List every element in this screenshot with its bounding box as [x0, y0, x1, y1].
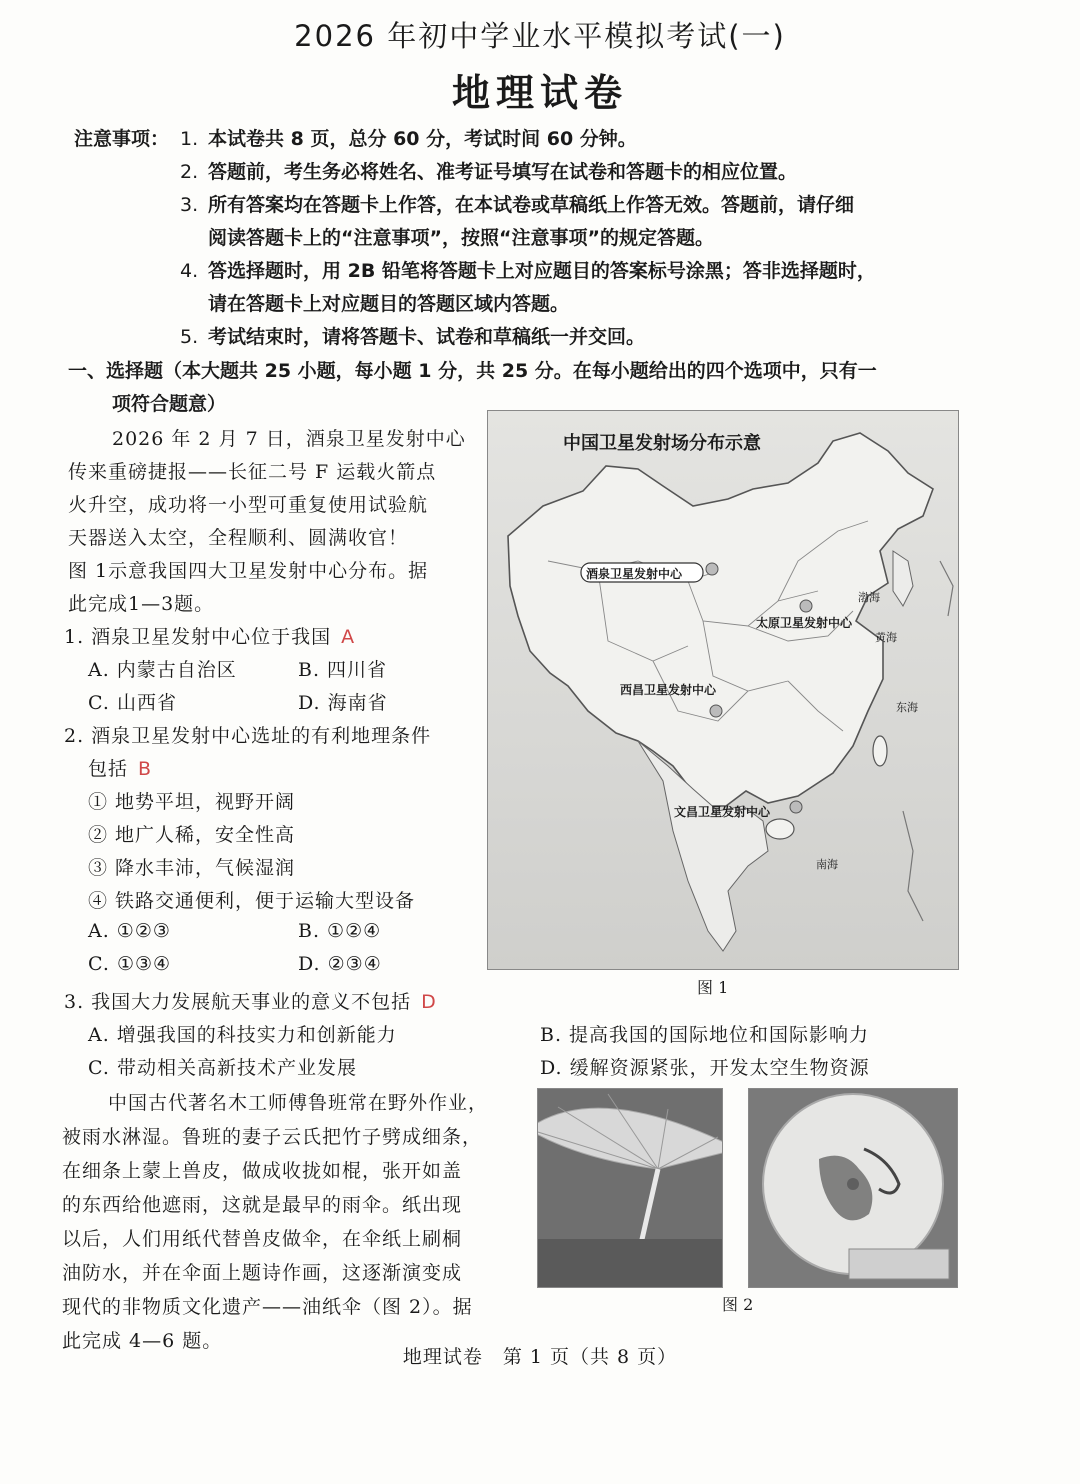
question-3-option: C. 带动相关高新技术产业发展: [88, 1057, 357, 1079]
label-xichang: 西昌卫星发射中心: [620, 683, 717, 697]
label-wenchang: 文昌卫星发射中心: [674, 805, 771, 819]
passage2-line: 中国古代著名木工师傅鲁班常在野外作业，: [108, 1092, 489, 1114]
passage2-line: 此完成 4—6 题。: [62, 1330, 223, 1352]
question-2-option: C. ①③④: [88, 953, 172, 975]
section-heading-cont: 项符合题意）: [112, 393, 227, 415]
figure-1-caption: 图 1: [697, 978, 729, 997]
handwritten-answer: D: [421, 991, 437, 1013]
passage1-line: 天器送入太空，全程顺利、圆满收官！: [68, 527, 409, 549]
notice-item-5: 5. 考试结束时，请将答题卡、试卷和草稿纸一并交回。: [180, 326, 646, 348]
label-huanghai: 黄海: [875, 631, 897, 644]
question-1-stem: 1. 酒泉卫星发射中心位于我国 A: [64, 626, 356, 648]
handwritten-answer: A: [341, 626, 356, 648]
exam-title: 2026 年初中学业水平模拟考试(一): [294, 19, 786, 53]
notice-item-1: 1. 本试卷共 8 页，总分 60 分，考试时间 60 分钟。: [180, 128, 637, 150]
question-1-option: C. 山西省: [88, 692, 177, 714]
notice-item-3-cont: 阅读答题卡上的“注意事项”，按照“注意事项”的规定答题。: [208, 227, 714, 249]
question-2-stem: 2. 酒泉卫星发射中心选址的有利地理条件: [64, 725, 432, 747]
section-heading: 一、选择题（本大题共 25 小题，每小题 1 分，共 25 分。在每小题给出的四个选项中，只有一: [68, 360, 877, 382]
question-2-condition: ① 地势平坦，视野开阔: [88, 791, 296, 813]
question-3-option: B. 提高我国的国际地位和国际影响力: [540, 1024, 870, 1046]
passage2-line: 在细条上蒙上兽皮，做成收拢如棍，张开如盖: [62, 1160, 463, 1182]
page-footer: 地理试卷 第 1 页（共 8 页）: [402, 1346, 678, 1368]
passage1-line: 图 1示意我国四大卫星发射中心分布。据: [68, 560, 429, 582]
question-2-stem-cont: 包括 B: [88, 758, 153, 780]
notice-item-4: 4. 答选择题时，用 2B 铅笔将答题卡上对应题目的答案标号涂黑；答非选择题时，: [180, 260, 876, 282]
question-2-option: B. ①②④: [298, 920, 382, 942]
label-taiyuan: 太原卫星发射中心: [756, 616, 853, 630]
question-2-option: D. ②③④: [298, 953, 382, 975]
passage1-line: 传来重磅捷报——长征二号 F 运载火箭点: [68, 461, 437, 483]
question-2-condition: ④ 铁路交通便利，便于运输大型设备: [88, 890, 416, 912]
notice-item-3: 3. 所有答案均在答题卡上作答，在本试卷或草稿纸上作答无效。答题前，请仔细: [180, 194, 855, 216]
label-donghai: 东海: [896, 701, 918, 714]
question-1-option: D. 海南省: [298, 692, 388, 714]
wenchang-marker: [790, 801, 802, 813]
passage1-line: 2026 年 2 月 7 日，酒泉卫星发射中心: [112, 428, 466, 450]
question-3-option: D. 缓解资源紧张，开发太空生物资源: [540, 1057, 870, 1079]
label-nanhai: 南海: [816, 858, 838, 871]
umbrella-side-illustration: [538, 1089, 722, 1287]
notice-item-4-cont: 请在答题卡上对应题目的答题区域内答题。: [208, 293, 570, 315]
exam-subject-title: 地理试卷: [451, 71, 628, 115]
passage2-line: 油防水，并在伞面上题诗作画，这逐渐演变成: [62, 1262, 463, 1284]
question-2-condition: ③ 降水丰沛，气候湿润: [88, 857, 296, 879]
passage2-line: 的东西给他遮雨，这就是最早的雨伞。纸出现: [62, 1194, 463, 1216]
notice-item-2: 2. 答题前，考生务必将姓名、准考证号填写在试卷和答题卡的相应位置。: [180, 161, 798, 183]
label-jiuquan: 酒泉卫星发射中心: [586, 567, 683, 581]
question-2-option: A. ①②③: [88, 920, 171, 942]
figure-2-caption: 图 2: [722, 1295, 754, 1314]
china-map-illustration: [488, 411, 958, 969]
question-1-option: A. 内蒙古自治区: [88, 659, 237, 681]
taiyuan-marker: [800, 600, 812, 612]
passage2-line: 现代的非物质文化遗产——油纸伞（图 2）。据: [62, 1296, 473, 1318]
umbrella-top-illustration: [749, 1089, 957, 1287]
jiuquan-marker: [706, 563, 718, 575]
handwritten-answer: B: [138, 758, 153, 780]
umbrella-photo-side: [537, 1088, 723, 1288]
label-bohai: 渤海: [858, 591, 880, 604]
question-3-option: A. 增强我国的科技实力和创新能力: [88, 1024, 397, 1046]
figure-1-map: [487, 410, 959, 970]
passage1-line: 此完成1—3题。: [68, 593, 215, 615]
question-1-option: B. 四川省: [298, 659, 388, 681]
passage1-line: 火升空，成功将一小型可重复使用试验航: [68, 494, 429, 516]
passage2-line: 以后，人们用纸代替兽皮做伞，在伞纸上刷桐: [62, 1228, 463, 1250]
map-title: 中国卫星发射场分布示意: [563, 433, 761, 454]
umbrella-photo-top: [748, 1088, 958, 1288]
xichang-marker: [710, 705, 722, 717]
passage2-line: 被雨水淋湿。鲁班的妻子云氏把竹子劈成细条，: [62, 1126, 483, 1148]
notice-label: 注意事项：: [74, 128, 170, 150]
question-3-stem: 3. 我国大力发展航天事业的意义不包括 D: [64, 991, 437, 1013]
question-2-condition: ② 地广人稀，安全性高: [88, 824, 296, 846]
